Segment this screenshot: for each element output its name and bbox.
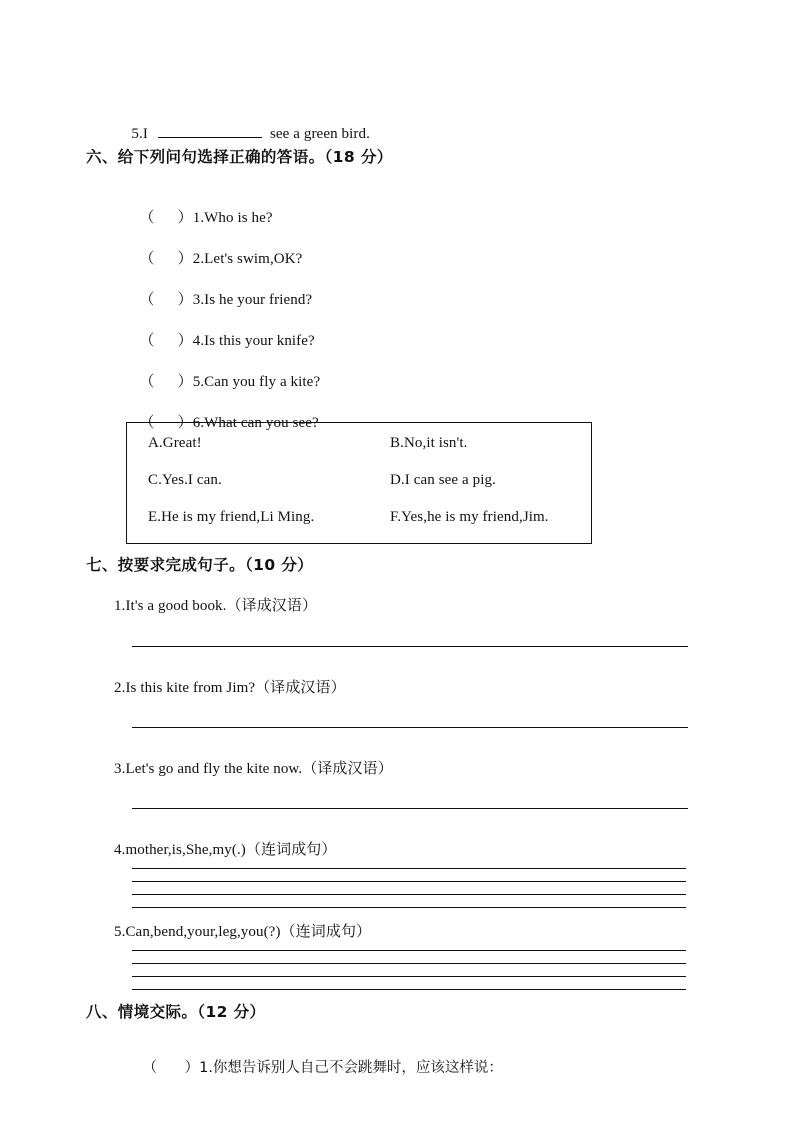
question-text-8-1: 1.你想告诉别人自己不会跳舞时，应该这样说： xyxy=(199,1060,503,1076)
answer-line-7-5-c[interactable] xyxy=(132,976,686,977)
carryover-item-number: 5.I xyxy=(131,126,148,142)
answer-choice-d: D.I can see a pig. xyxy=(390,472,496,488)
answer-choice-e: E.He is my friend,Li Ming. xyxy=(148,509,315,525)
question-row xyxy=(124,1040,503,1093)
answer-line-7-3[interactable] xyxy=(132,808,688,809)
sentence-item-7-5: 5.Can,bend,your,leg,you(?)（连词成句） xyxy=(114,924,372,940)
answer-line-7-5-d[interactable] xyxy=(132,989,686,990)
answer-line-7-5-b[interactable] xyxy=(132,963,686,964)
question-text-6-4: 4.Is this your knife? xyxy=(192,333,315,349)
question-text-6-2: 2.Let's swim,OK? xyxy=(192,251,303,267)
sentence-item-7-3: 3.Let's go and fly the kite now.（译成汉语） xyxy=(114,761,393,777)
answer-bracket-6-6[interactable]: （ ） xyxy=(139,415,193,431)
answer-bracket-6-2[interactable]: （ ） xyxy=(139,251,193,267)
question-text-6-1: 1.Who is he? xyxy=(192,210,273,226)
answer-choices-box xyxy=(126,422,592,544)
sentence-item-7-2: 2.Is this kite from Jim?（译成汉语） xyxy=(114,680,346,696)
answer-line-7-4-b[interactable] xyxy=(132,881,686,882)
question-text-6-6: 6.What can you see? xyxy=(192,415,319,431)
answer-bracket-8-1[interactable]: （ ） xyxy=(142,1060,200,1076)
carryover-answer-blank[interactable] xyxy=(158,123,262,138)
answer-line-7-4-d[interactable] xyxy=(132,907,686,908)
answer-choice-f: F.Yes,he is my friend,Jim. xyxy=(390,509,549,525)
carryover-item-tail: see a green bird. xyxy=(269,126,370,142)
answer-bracket-6-3[interactable]: （ ） xyxy=(139,292,193,308)
sentence-item-7-4: 4.mother,is,She,my(.)（连词成句） xyxy=(114,842,337,858)
answer-bracket-6-4[interactable]: （ ） xyxy=(139,333,193,349)
answer-choice-a: A.Great! xyxy=(148,435,202,451)
question-text-6-3: 3.Is he your friend? xyxy=(192,292,313,308)
section-eight-heading: 八、情境交际。（12 分） xyxy=(86,1003,266,1021)
answer-choice-c: C.Yes.I can. xyxy=(148,472,222,488)
answer-choice-b: B.No,it isn't. xyxy=(390,435,468,451)
answer-line-7-4-c[interactable] xyxy=(132,894,686,895)
sentence-item-7-1: 1.It's a good book.（译成汉语） xyxy=(114,598,318,614)
answer-line-7-1[interactable] xyxy=(132,646,688,647)
answer-line-7-5-a[interactable] xyxy=(132,950,686,951)
answer-bracket-6-1[interactable]: （ ） xyxy=(139,210,193,226)
answer-bracket-6-5[interactable]: （ ） xyxy=(139,374,193,390)
section-seven-heading: 七、按要求完成句子。（10 分） xyxy=(86,556,314,574)
answer-line-7-4-a[interactable] xyxy=(132,868,686,869)
answer-line-7-2[interactable] xyxy=(132,727,688,728)
section-six-heading: 六、给下列问句选择正确的答语。（18 分） xyxy=(86,148,393,166)
question-text-6-5: 5.Can you fly a kite? xyxy=(192,374,321,390)
